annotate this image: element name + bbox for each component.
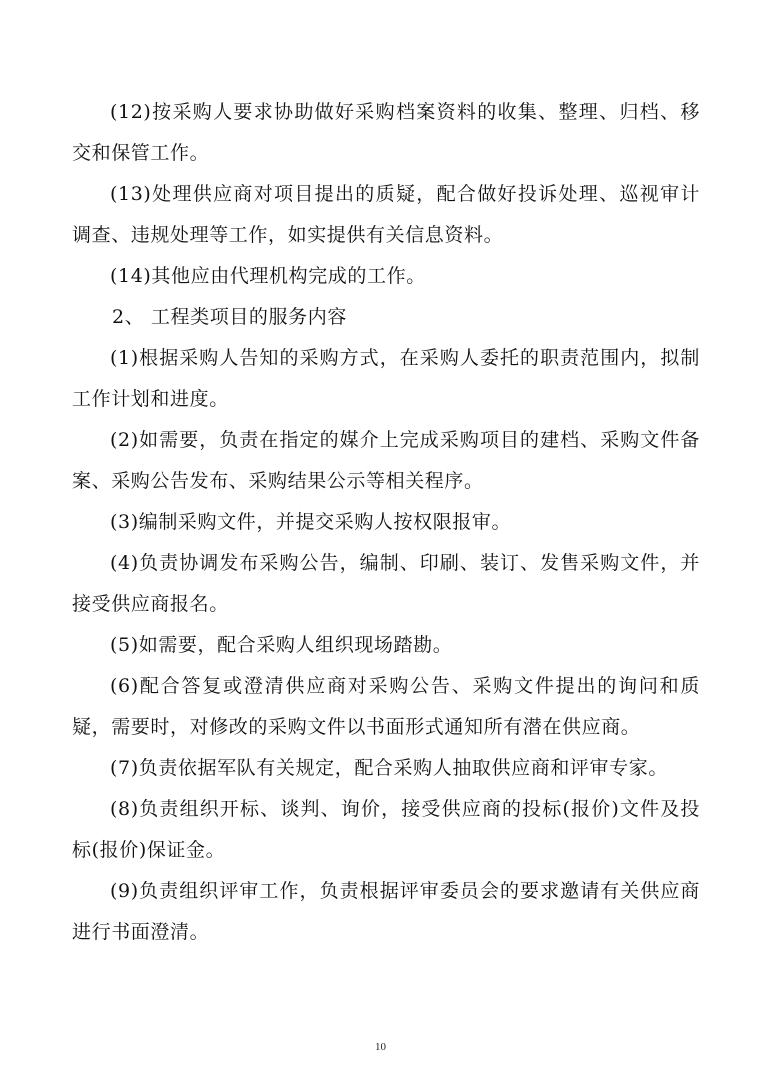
paragraph-item-2: (2)如需要，负责在指定的媒介上完成采购项目的建档、采购文件备案、采购公告发布、采购结果公示等相关程序。 (72, 429, 700, 492)
paragraph-item-13: (13)处理供应商对项目提出的质疑，配合做好投诉处理、巡视审计调查、违规处理等工作，如实提供有关信息资料。 (72, 183, 700, 246)
paragraph-item-3: (3)编制采购文件，并提交采购人按权限报审。 (110, 511, 512, 533)
page-number: 10 (375, 1041, 386, 1053)
document-body (72, 92, 700, 953)
paragraph-item-14: (14)其他应由代理机构完成的工作。 (110, 265, 426, 287)
paragraph-item-9: (9)负责组织评审工作，负责根据评审委员会的要求邀请有关供应商进行书面澄清。 (72, 880, 700, 943)
section-heading-engineering-services: 2、 工程类项目的服务内容 (112, 306, 347, 328)
paragraph-item-5: (5)如需要，配合采购人组织现场踏勘。 (110, 634, 453, 656)
paragraph-item-12: (12)按采购人要求协助做好采购档案资料的收集、整理、归档、移交和保管工作。 (72, 101, 700, 164)
paragraph-item-6: (6)配合答复或澄清供应商对采购公告、采购文件提出的询问和质疑，需要时，对修改的采购文件以书面形式通知所有潜在供应商。 (72, 675, 700, 738)
paragraph-item-1: (1)根据采购人告知的采购方式，在采购人委托的职责范围内，拟制工作计划和进度。 (72, 347, 700, 410)
paragraph-item-8: (8)负责组织开标、谈判、询价，接受供应商的投标(报价)文件及投标(报价)保证金。 (72, 798, 700, 861)
paragraph-item-7: (7)负责依据军队有关规定，配合采购人抽取供应商和评审专家。 (110, 757, 668, 779)
paragraph-item-4: (4)负责协调发布采购公告，编制、印刷、装订、发售采购文件，并接受供应商报名。 (72, 552, 700, 615)
